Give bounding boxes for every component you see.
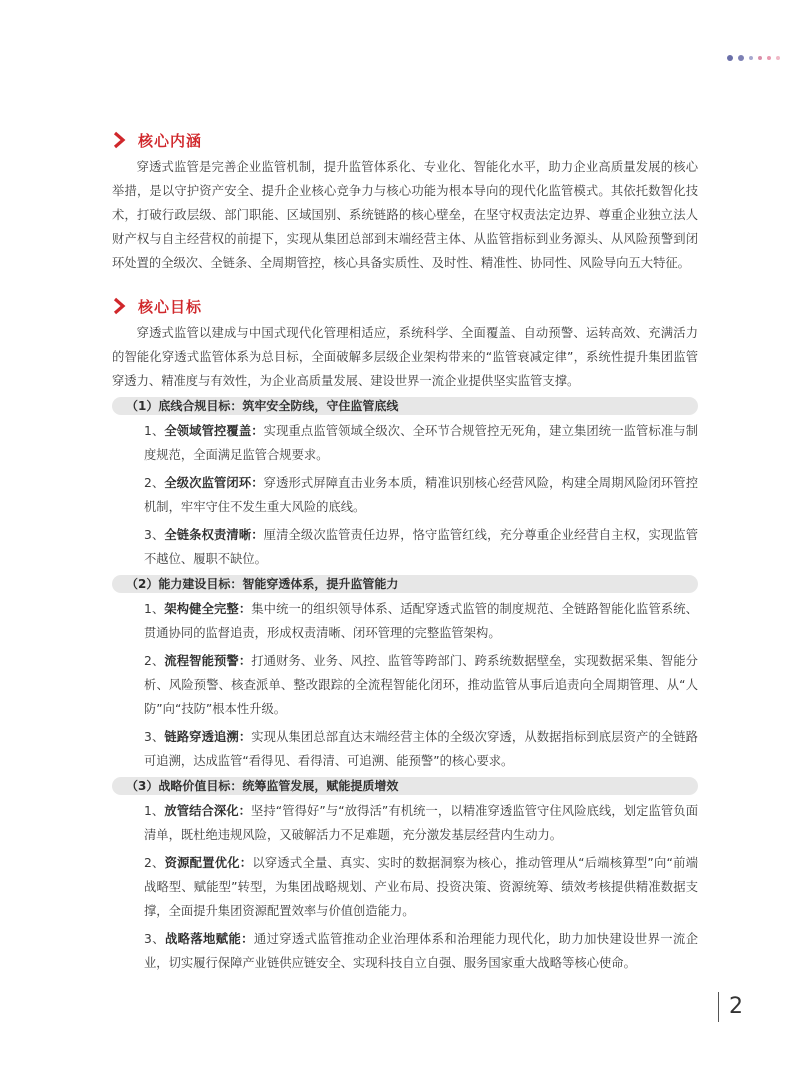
goal-item-label: 全领域管控覆盖： bbox=[164, 424, 264, 438]
goal-item-text: 实现从集团总部直达末端经营主体的全级次穿透，从数据指标到底层资产的全链路可追溯，达成监管“看得见、看得清、可追溯、能预警”的核心要求。 bbox=[144, 730, 698, 768]
goal-item-label: 资源配置优化： bbox=[164, 856, 253, 870]
goal-item-text: 坚持“管得好”与“放得活”有机统一，以精准穿透监管守住风险底线，划定监管负面清单，既杜绝违规风险，又破解活力不足难题，充分激发基层经营内生动力。 bbox=[144, 804, 698, 842]
section-title: 核心内涵 bbox=[138, 131, 203, 150]
goal-item-label: 架构健全完整： bbox=[164, 602, 252, 616]
decor-dot bbox=[738, 55, 744, 61]
decor-dot bbox=[767, 56, 771, 60]
goal-item-number: 1、 bbox=[144, 804, 165, 818]
goal-item-label: 链路穿透追溯： bbox=[164, 730, 252, 744]
goal-item bbox=[144, 419, 698, 467]
goal-item-number: 3、 bbox=[144, 528, 165, 542]
goal-item bbox=[144, 649, 698, 721]
goal-item-text: 打通财务、业务、风控、监管等跨部门、跨系统数据壁垒，实现数据采集、智能分析、风险预警、核查派单、整改跟踪的全流程智能化闭环，推动监管从事后追责向全周期管理、从“人防”向“技防”根本性升级。 bbox=[144, 654, 698, 716]
goal-item bbox=[144, 523, 698, 571]
chevron-right-icon bbox=[112, 297, 126, 315]
page-number: 2 bbox=[729, 994, 743, 1019]
section-heading bbox=[112, 295, 698, 317]
goal-item-number: 3、 bbox=[144, 932, 165, 946]
section-body: 穿透式监管以建成与中国式现代化管理相适应，系统科学、全面覆盖、自动预警、运转高效、充满活力的智能化穿透式监管体系为总目标，全面破解多层级企业架构带来的“监管衰减定律”，系统性提升集团监管穿透力、精准度与有效性，为企业高质量发展、建设世界一流企业提供坚实监管支撑。 bbox=[112, 326, 698, 388]
goal-item bbox=[144, 471, 698, 519]
goal-item bbox=[144, 725, 698, 773]
decor-dot bbox=[776, 56, 780, 60]
goal-item-number: 1、 bbox=[144, 602, 165, 616]
section-heading bbox=[112, 129, 698, 151]
goal-group-heading: （2）能力建设目标：智能穿透体系，提升监管能力 bbox=[112, 575, 698, 593]
section-title: 核心目标 bbox=[138, 297, 203, 316]
section-body: 穿透式监管是完善企业监管机制，提升监管体系化、专业化、智能化水平，助力企业高质量发展的核心举措，是以守护资产安全、提升企业核心竞争力与核心功能为根本导向的现代化监管模式。其依托数智化技术，打破行政层级、部门职能、区域国别、系统链路的核心壁垒，在坚守权责法定边界、尊重企业独立法人财产权与自主经营权的前提下，实现从集团总部到末端经营主体、从监管指标到业务源头、从风险预警到闭环处置的全级次、全链条、全周期管控，核心具备实质性、及时性、精准性、协同性、风险导向五大特征。 bbox=[112, 160, 698, 270]
goal-item-number: 2、 bbox=[144, 654, 165, 668]
goal-item bbox=[144, 597, 698, 645]
goal-item-number: 1、 bbox=[144, 424, 165, 438]
goal-group-heading: （1）底线合规目标：筑牢安全防线，守住监管底线 bbox=[112, 397, 698, 415]
section-core-connotation bbox=[112, 129, 698, 275]
goal-item-text: 厘清全级次监管责任边界，恪守监管红线，充分尊重企业经营自主权，实现监管不越位、履职不缺位。 bbox=[144, 528, 698, 566]
goal-item-label: 放管结合深化： bbox=[164, 804, 252, 818]
goal-item-text: 通过穿透式监管推动企业治理体系和治理能力现代化，助力加快建设世界一流企业，切实履行保障产业链供应链安全、实现科技自立自强、服务国家重大战略等核心使命。 bbox=[144, 932, 698, 970]
goal-item-label: 流程智能预警： bbox=[164, 654, 252, 668]
decor-dot bbox=[758, 56, 762, 60]
goal-item-number: 3、 bbox=[144, 730, 165, 744]
decor-dot bbox=[727, 55, 733, 61]
goal-item-label: 全链条权责清晰： bbox=[164, 528, 264, 542]
goal-item-number: 2、 bbox=[144, 856, 165, 870]
decor-dot bbox=[749, 56, 753, 60]
goal-item-label: 全级次监管闭环： bbox=[164, 476, 264, 490]
goal-item bbox=[144, 927, 698, 975]
goal-item-text: 以穿透式全量、真实、实时的数据洞察为核心，推动管理从“后端核算型”向“前端战略型、赋能型”转型，为集团战略规划、产业布局、投资决策、资源统筹、绩效考核提供精准数据支撑，全面提升集团资源配置效率与价值创造能力。 bbox=[144, 856, 698, 918]
goal-item bbox=[144, 799, 698, 847]
header-decoration-dots bbox=[727, 55, 780, 61]
goal-item-number: 2、 bbox=[144, 476, 165, 490]
goal-item-text: 集中统一的组织领导体系、适配穿透式监管的制度规范、全链路智能化监管系统、贯通协同的监督追责，形成权责清晰、闭环管理的完整监管架构。 bbox=[144, 602, 698, 640]
goal-item-text: 实现重点监管领域全级次、全环节合规管控无死角，建立集团统一监管标准与制度规范，全面满足监管合规要求。 bbox=[144, 424, 698, 462]
goal-item-text: 穿透形式屏障直击业务本质，精准识别核心经营风险，构建全周期风险闭环管控机制，牢牢守住不发生重大风险的底线。 bbox=[144, 476, 698, 514]
page-number-divider bbox=[718, 992, 719, 1022]
goal-group-heading: （3）战略价值目标：统筹监管发展，赋能提质增效 bbox=[112, 777, 698, 795]
section-core-goals bbox=[112, 295, 698, 979]
goal-item bbox=[144, 851, 698, 923]
goal-item-label: 战略落地赋能： bbox=[164, 932, 254, 946]
chevron-right-icon bbox=[112, 131, 126, 149]
